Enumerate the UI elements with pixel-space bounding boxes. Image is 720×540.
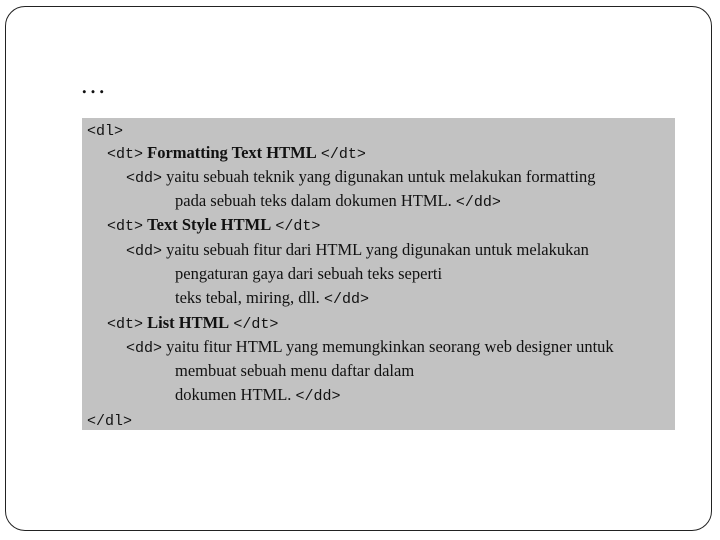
definition-text: yaitu sebuah teknik yang digunakan untuk melakukan formatting bbox=[166, 167, 596, 186]
code-screenshot bbox=[82, 118, 675, 430]
dd-line-3c bbox=[175, 385, 341, 407]
definition-text: dokumen HTML. bbox=[175, 385, 292, 404]
dt-close-tag: </dt> bbox=[275, 218, 321, 235]
dt-open-tag: <dt> bbox=[107, 218, 144, 235]
term-text-style-html: Text Style HTML bbox=[147, 215, 272, 234]
dd-open-tag: <dd> bbox=[126, 170, 163, 187]
dd-line-2a bbox=[126, 240, 589, 262]
definition-text: yaitu fitur HTML yang memungkinkan seorang web designer untuk bbox=[166, 337, 614, 356]
dt-line-3 bbox=[107, 313, 278, 335]
dd-line-3a bbox=[126, 337, 614, 359]
dd-close-tag: </dd> bbox=[455, 194, 501, 211]
dd-open-tag: <dd> bbox=[126, 340, 163, 357]
definition-text: pada sebuah teks dalam dokumen HTML. bbox=[175, 191, 452, 210]
dt-open-tag: <dt> bbox=[107, 146, 144, 163]
definition-text: membuat sebuah menu daftar dalam bbox=[175, 361, 415, 380]
dd-line-2c bbox=[175, 288, 369, 310]
dl-close-line bbox=[87, 410, 132, 432]
dd-close-tag: </dd> bbox=[323, 291, 369, 308]
slide-title: … bbox=[80, 70, 108, 99]
definition-text: yaitu sebuah fitur dari HTML yang digunakan untuk melakukan bbox=[166, 240, 589, 259]
dd-line-1a bbox=[126, 167, 596, 189]
dd-line-2b bbox=[175, 264, 442, 284]
definition-text: pengaturan gaya dari sebuah teks seperti bbox=[175, 264, 443, 283]
dt-open-tag: <dt> bbox=[107, 316, 144, 333]
dd-open-tag: <dd> bbox=[126, 243, 163, 260]
dt-close-tag: </dt> bbox=[320, 146, 366, 163]
dt-line-1 bbox=[107, 143, 366, 165]
dt-line-2 bbox=[107, 215, 320, 237]
dd-line-1b bbox=[175, 191, 501, 213]
dd-close-tag: </dd> bbox=[295, 388, 341, 405]
dt-close-tag: </dt> bbox=[233, 316, 279, 333]
term-list-html: List HTML bbox=[147, 313, 230, 332]
dl-open-tag: <dl> bbox=[87, 123, 124, 140]
dl-open-line bbox=[87, 120, 123, 142]
dl-close-tag: </dl> bbox=[87, 413, 133, 430]
definition-text: teks tebal, miring, dll. bbox=[175, 288, 320, 307]
dd-line-3b bbox=[175, 361, 414, 381]
term-formatting-text-html: Formatting Text HTML bbox=[147, 143, 317, 162]
